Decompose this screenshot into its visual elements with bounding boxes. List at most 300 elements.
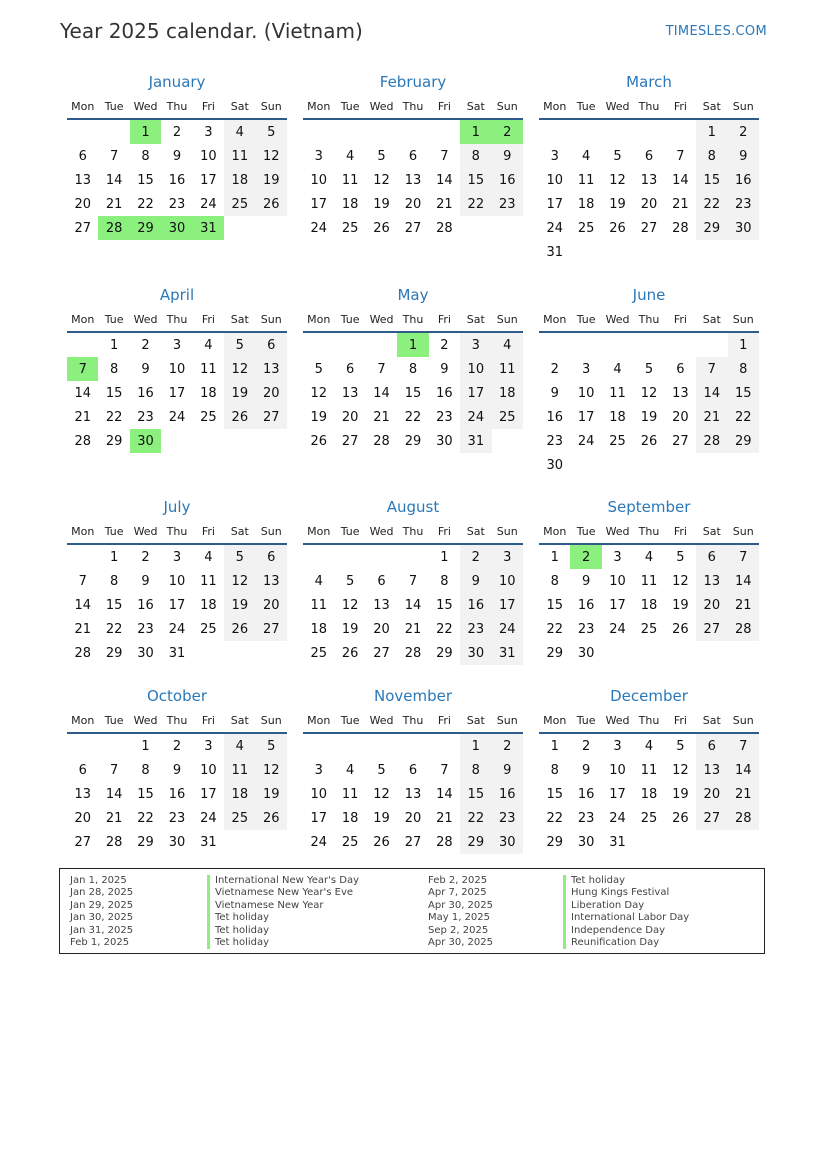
empty-cell [633,333,664,357]
day-cell: 22 [728,405,759,429]
day-cell: 3 [172,549,182,565]
day-cell: 18 [200,385,217,401]
day-cell: 7 [440,148,449,164]
empty-cell [397,734,428,758]
day-cell: 15 [105,597,123,613]
day-cell: 13 [404,172,422,188]
day-cell: 19 [224,381,255,405]
day-cell: 10 [577,385,595,401]
holiday-date: May 1, 2025 [428,912,491,924]
weekday-header [67,307,287,333]
empty-cell [303,120,334,144]
holiday-name: Reunification Day [563,937,689,949]
weekday-label: Wed [133,99,158,113]
day-cell: 7 [728,734,759,758]
day-cell: 5 [613,148,622,164]
day-cell: 7 [408,573,418,589]
day-cell: 12 [672,762,689,778]
weekday-label: Wed [369,99,394,113]
day-cell: 29 [728,429,759,453]
holiday-date: Apr 30, 2025 [428,936,494,948]
day-cell: 13 [640,172,658,188]
day-cell: 7 [377,361,386,377]
weekday-label: Sun [496,99,518,113]
day-cell: 17 [609,786,626,802]
weekday-label: Fri [437,99,451,113]
days-grid [303,734,523,854]
holiday-day-cell: 31 [193,216,224,240]
day-cell: 11 [577,172,595,188]
day-cell: 11 [609,385,626,401]
day-cell: 22 [436,621,453,637]
day-cell: 7 [109,762,119,778]
day-cell: 15 [105,385,123,401]
day-cell: 21 [696,405,727,429]
day-cell: 4 [345,148,355,164]
day-cell: 8 [109,573,119,589]
month-name: March [626,73,672,91]
day-cell: 18 [224,168,255,192]
day-cell: 29 [137,834,154,850]
day-cell: 29 [105,433,123,449]
day-cell: 9 [581,762,591,778]
day-cell: 17 [460,381,491,405]
day-cell: 18 [577,196,595,212]
day-cell: 13 [256,357,287,381]
day-cell: 28 [436,834,453,850]
weekday-label: Wed [133,713,158,727]
day-cell: 16 [460,593,491,617]
day-cell: 29 [105,645,123,661]
day-cell: 25 [640,621,658,637]
day-cell: 28 [696,429,727,453]
empty-cell [67,333,98,357]
day-cell: 21 [728,593,759,617]
days-grid [67,734,287,854]
weekday-label: Sat [702,524,721,538]
holiday-day-cell: 28 [98,216,129,240]
day-cell: 30 [137,645,154,661]
day-cell: 30 [168,834,186,850]
day-cell: 7 [78,573,87,589]
day-cell: 6 [78,148,87,164]
day-cell: 28 [672,220,689,236]
month-name: February [379,73,447,91]
days-grid [539,545,759,665]
day-cell: 6 [377,573,386,589]
weekday-label: Fri [437,713,451,727]
empty-cell [539,120,570,144]
weekday-label: Sun [732,99,754,113]
day-cell: 9 [728,144,759,168]
weekday-label: Wed [605,312,630,326]
day-cell: 7 [440,762,449,778]
day-cell: 14 [74,385,91,401]
day-cell: 30 [728,216,759,240]
day-cell: 16 [492,168,523,192]
day-cell: 30 [577,645,595,661]
weekday-header [67,708,287,734]
day-cell: 13 [373,597,390,613]
day-cell: 25 [609,433,626,449]
day-cell: 21 [728,782,759,806]
day-cell: 17 [310,196,327,212]
day-cell: 19 [373,196,390,212]
day-cell: 10 [609,573,626,589]
day-cell: 14 [74,597,91,613]
day-cell: 12 [373,172,390,188]
day-cell: 25 [224,192,255,216]
day-cell: 27 [74,220,91,236]
holiday-names-col-1 [207,875,359,949]
day-cell: 18 [310,621,327,637]
day-cell: 10 [310,172,327,188]
day-cell: 23 [436,409,453,425]
weekday-label: Mon [307,312,331,326]
weekday-label: Mon [71,99,95,113]
holiday-name: Tet holiday [207,912,359,924]
day-cell: 11 [640,762,658,778]
day-cell: 9 [440,361,449,377]
day-cell: 3 [204,124,213,140]
weekday-label: Tue [576,524,596,538]
day-cell: 27 [74,834,91,850]
day-cell: 25 [200,409,217,425]
day-cell: 2 [141,337,150,353]
weekday-label: Sat [466,312,485,326]
weekday-label: Tue [340,312,360,326]
empty-cell [303,734,334,758]
day-cell: 22 [460,806,491,830]
month-january [67,72,287,240]
day-cell: 24 [168,409,186,425]
holiday-name: Tet holiday [207,925,359,937]
empty-cell [334,120,365,144]
day-cell: 16 [546,409,563,425]
empty-cell [303,545,334,569]
month-name: October [146,687,208,705]
month-june [539,285,759,477]
weekday-label: Tue [576,99,596,113]
day-cell: 2 [492,734,523,758]
day-cell: 25 [640,810,658,826]
day-cell: 6 [696,734,727,758]
day-cell: 1 [109,549,119,565]
month-december [539,686,759,854]
day-cell: 31 [492,641,523,665]
empty-cell [665,120,696,144]
day-cell: 10 [460,357,491,381]
day-cell: 3 [172,337,182,353]
day-cell: 23 [137,621,154,637]
holiday-day-cell: 30 [161,216,192,240]
day-cell: 28 [105,834,123,850]
weekday-label: Mon [543,99,567,113]
weekday-label: Fri [201,713,215,727]
weekday-label: Mon [71,713,95,727]
holiday-name: Vietnamese New Year's Eve [207,887,359,899]
day-cell: 1 [696,120,727,144]
day-cell: 9 [172,148,182,164]
month-name: November [373,687,453,705]
holiday-date: Feb 2, 2025 [428,875,488,886]
weekday-label: Wed [605,99,630,113]
day-cell: 27 [256,617,287,641]
holiday-name: Vietnamese New Year [207,900,359,912]
day-cell: 27 [696,617,727,641]
day-cell: 15 [137,172,154,188]
month-name: August [386,498,440,516]
weekday-label: Wed [369,524,394,538]
day-cell: 18 [200,597,217,613]
day-cell: 24 [200,810,217,826]
day-cell: 22 [137,196,154,212]
day-cell: 7 [109,148,119,164]
day-cell: 22 [696,192,727,216]
weekday-header [539,708,759,734]
day-cell: 3 [204,738,213,754]
day-cell: 22 [404,409,422,425]
month-march [539,72,759,264]
holiday-day-cell: 2 [492,120,523,144]
day-cell: 9 [141,573,150,589]
day-cell: 12 [310,385,327,401]
empty-cell [570,333,601,357]
day-cell: 28 [373,433,390,449]
day-cell: 17 [609,597,626,613]
day-cell: 3 [581,361,591,377]
weekday-label: Tue [576,713,596,727]
weekday-label: Thu [402,524,424,538]
day-cell: 6 [256,545,287,569]
day-cell: 10 [546,172,563,188]
day-cell: 17 [310,810,327,826]
day-cell: 20 [256,593,287,617]
day-cell: 30 [492,830,523,854]
day-cell: 17 [546,196,563,212]
day-cell: 22 [546,621,563,637]
weekday-label: Tue [340,524,360,538]
weekday-label: Mon [307,524,331,538]
day-cell: 4 [224,120,255,144]
day-cell: 12 [224,357,255,381]
day-cell: 8 [109,361,119,377]
day-cell: 15 [546,786,563,802]
day-cell: 20 [404,810,422,826]
empty-cell [429,734,460,758]
days-grid [539,734,759,854]
weekday-label: Sun [260,524,282,538]
month-name: July [163,498,191,516]
day-cell: 23 [168,196,186,212]
weekday-label: Tue [104,524,124,538]
day-cell: 8 [696,144,727,168]
day-cell: 16 [137,597,154,613]
empty-cell [98,734,129,758]
weekday-label: Sun [496,312,518,326]
day-cell: 1 [550,738,559,754]
day-cell: 8 [408,361,418,377]
day-cell: 28 [436,220,453,236]
day-cell: 5 [644,361,654,377]
month-july [67,497,287,665]
day-cell: 23 [492,192,523,216]
weekday-label: Fri [437,312,451,326]
weekday-label: Sat [230,713,249,727]
day-cell: 27 [696,806,727,830]
holiday-date: Jan 31, 2025 [70,924,134,936]
day-cell: 30 [546,457,563,473]
empty-cell [67,545,98,569]
weekday-label: Sun [260,713,282,727]
weekday-label: Wed [133,312,158,326]
empty-cell [366,120,397,144]
day-cell: 14 [672,172,689,188]
day-cell: 31 [200,834,217,850]
holiday-date: Apr 30, 2025 [428,899,494,911]
day-cell: 25 [341,220,359,236]
day-cell: 29 [404,433,422,449]
day-cell: 23 [546,433,563,449]
day-cell: 13 [74,786,91,802]
day-cell: 20 [696,593,727,617]
day-cell: 20 [256,381,287,405]
weekday-label: Sat [466,524,485,538]
day-cell: 4 [345,762,355,778]
empty-cell [570,120,601,144]
day-cell: 5 [256,120,287,144]
holiday-name: Liberation Day [563,900,689,912]
holiday-name: Hung Kings Festival [563,887,689,899]
day-cell: 15 [460,782,491,806]
weekday-label: Sun [496,713,518,727]
holiday-name: Tet holiday [563,875,689,887]
day-cell: 21 [436,810,453,826]
day-cell: 29 [460,830,491,854]
day-cell: 30 [436,433,453,449]
day-cell: 14 [728,758,759,782]
weekday-label: Sun [496,524,518,538]
day-cell: 16 [168,786,186,802]
day-cell: 10 [609,762,626,778]
day-cell: 7 [676,148,685,164]
day-cell: 8 [440,573,449,589]
weekday-label: Thu [638,713,660,727]
empty-cell [602,120,633,144]
day-cell: 12 [640,385,658,401]
weekday-label: Thu [638,524,660,538]
day-cell: 6 [696,545,727,569]
holiday-day-cell: 30 [130,429,161,453]
day-cell: 8 [460,144,491,168]
day-cell: 27 [373,645,390,661]
day-cell: 27 [404,834,422,850]
weekday-label: Sat [466,99,485,113]
days-grid [303,120,523,240]
day-cell: 11 [341,172,359,188]
day-cell: 5 [676,738,685,754]
day-cell: 20 [696,782,727,806]
day-cell: 4 [613,361,622,377]
month-september [539,497,759,665]
holiday-date: Apr 7, 2025 [428,887,487,899]
empty-cell [334,734,365,758]
weekday-label: Tue [104,713,124,727]
day-cell: 12 [609,172,626,188]
day-cell: 14 [696,381,727,405]
day-cell: 25 [577,220,595,236]
day-cell: 26 [310,433,327,449]
day-cell: 15 [728,381,759,405]
day-cell: 5 [377,148,386,164]
holiday-date: Jan 29, 2025 [70,899,134,911]
month-february [303,72,523,240]
empty-cell [696,333,727,357]
day-cell: 26 [256,806,287,830]
empty-cell [665,333,696,357]
weekday-label: Mon [543,713,567,727]
day-cell: 21 [672,196,689,212]
weekday-header [539,519,759,545]
empty-cell [334,545,365,569]
holiday-date: Jan 1, 2025 [70,875,127,886]
weekday-label: Sat [230,524,249,538]
day-cell: 20 [74,196,91,212]
weekday-header [539,307,759,333]
day-cell: 15 [404,385,422,401]
weekday-label: Fri [673,312,687,326]
day-cell: 3 [613,549,622,565]
day-cell: 22 [546,810,563,826]
weekday-label: Wed [369,312,394,326]
day-cell: 11 [341,786,359,802]
day-cell: 6 [78,762,87,778]
weekday-label: Sat [230,312,249,326]
weekday-label: Sat [702,312,721,326]
day-cell: 23 [460,617,491,641]
day-cell: 24 [577,433,595,449]
month-october [67,686,287,854]
brand-link[interactable]: TIMESLES.COM [665,24,767,39]
day-cell: 1 [460,734,491,758]
day-cell: 9 [460,569,491,593]
month-name: September [607,498,691,516]
day-cell: 21 [105,810,123,826]
day-cell: 14 [404,597,422,613]
day-cell: 12 [256,144,287,168]
weekday-label: Tue [340,99,360,113]
weekday-label: Thu [402,99,424,113]
day-cell: 29 [696,216,727,240]
day-cell: 9 [172,762,182,778]
day-cell: 2 [141,549,150,565]
day-cell: 9 [492,758,523,782]
weekday-label: Tue [104,99,124,113]
day-cell: 1 [440,549,449,565]
day-cell: 27 [256,405,287,429]
holiday-date: Sep 2, 2025 [428,924,489,936]
day-cell: 21 [74,621,91,637]
weekday-header [67,94,287,120]
holiday-day-cell: 2 [570,545,601,569]
holiday-dates-col-1 [70,875,133,949]
day-cell: 19 [640,409,658,425]
weekday-label: Thu [166,524,188,538]
days-grid [539,120,759,264]
day-cell: 11 [224,758,255,782]
day-cell: 4 [314,573,323,589]
days-grid [539,333,759,477]
